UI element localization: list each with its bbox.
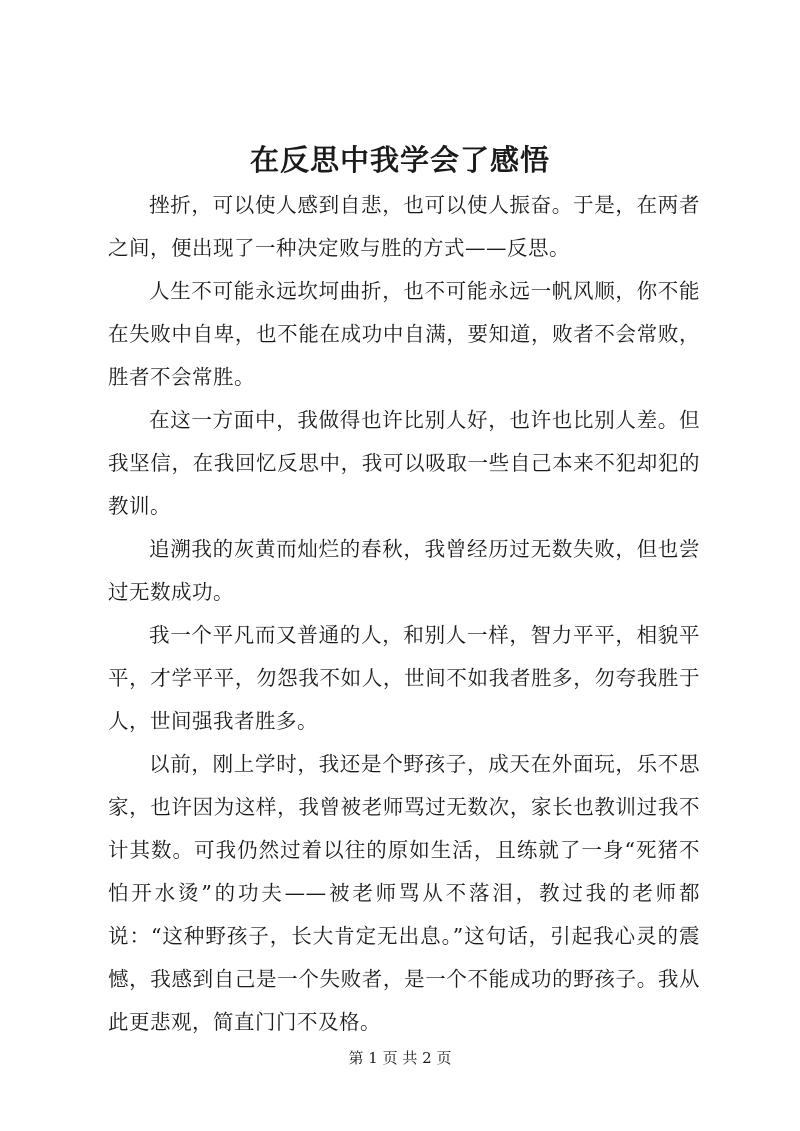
document-body bbox=[108, 184, 700, 1044]
page-footer: 第 1 页 共 2 页 bbox=[348, 1049, 452, 1067]
paragraph: 追溯我的灰黄而灿烂的春秋，我曾经历过无数失败，但也尝过无数成功。 bbox=[108, 537, 700, 604]
document-title: 在反思中我学会了感悟 bbox=[249, 143, 550, 177]
paragraph: 我一个平凡而又普通的人，和别人一样，智力平平，相貌平平，才学平平，勿怨我不如人，世间不如我者胜多，勿夸我胜于人，世间强我者胜多。 bbox=[108, 623, 700, 733]
paragraph: 在这一方面中，我做得也许比别人好，也许也比别人差。但我坚信，在我回忆反思中，我可以吸取一些自己本来不犯却犯的教训。 bbox=[108, 408, 700, 518]
paragraph: 人生不可能永远坎坷曲折，也不可能永远一帆风顺，你不能在失败中自卑，也不能在成功中自满，要知道，败者不会常败，胜者不会常胜。 bbox=[108, 279, 700, 389]
paragraph: 以前，刚上学时，我还是个野孩子，成天在外面玩，乐不思家，也许因为这样，我曾被老师骂过无数次，家长也教训过我不计其数。可我仍然过着以往的原如生活，且练就了一身“死猪不怕开水烫”的功夫——被老师骂从不落泪，教过我的老师都说：“这种野孩子，长大肯定无出息。”这句话，引起我心灵的震憾，我感到自己是一个失败者，是一个不能成功的野孩子。我从此更悲观，简直门门不及格。 bbox=[108, 752, 700, 1034]
paragraph: 挫折，可以使人感到自悲，也可以使人振奋。于是，在两者之间，便出现了一种决定败与胜的方式——反思。 bbox=[108, 193, 700, 260]
